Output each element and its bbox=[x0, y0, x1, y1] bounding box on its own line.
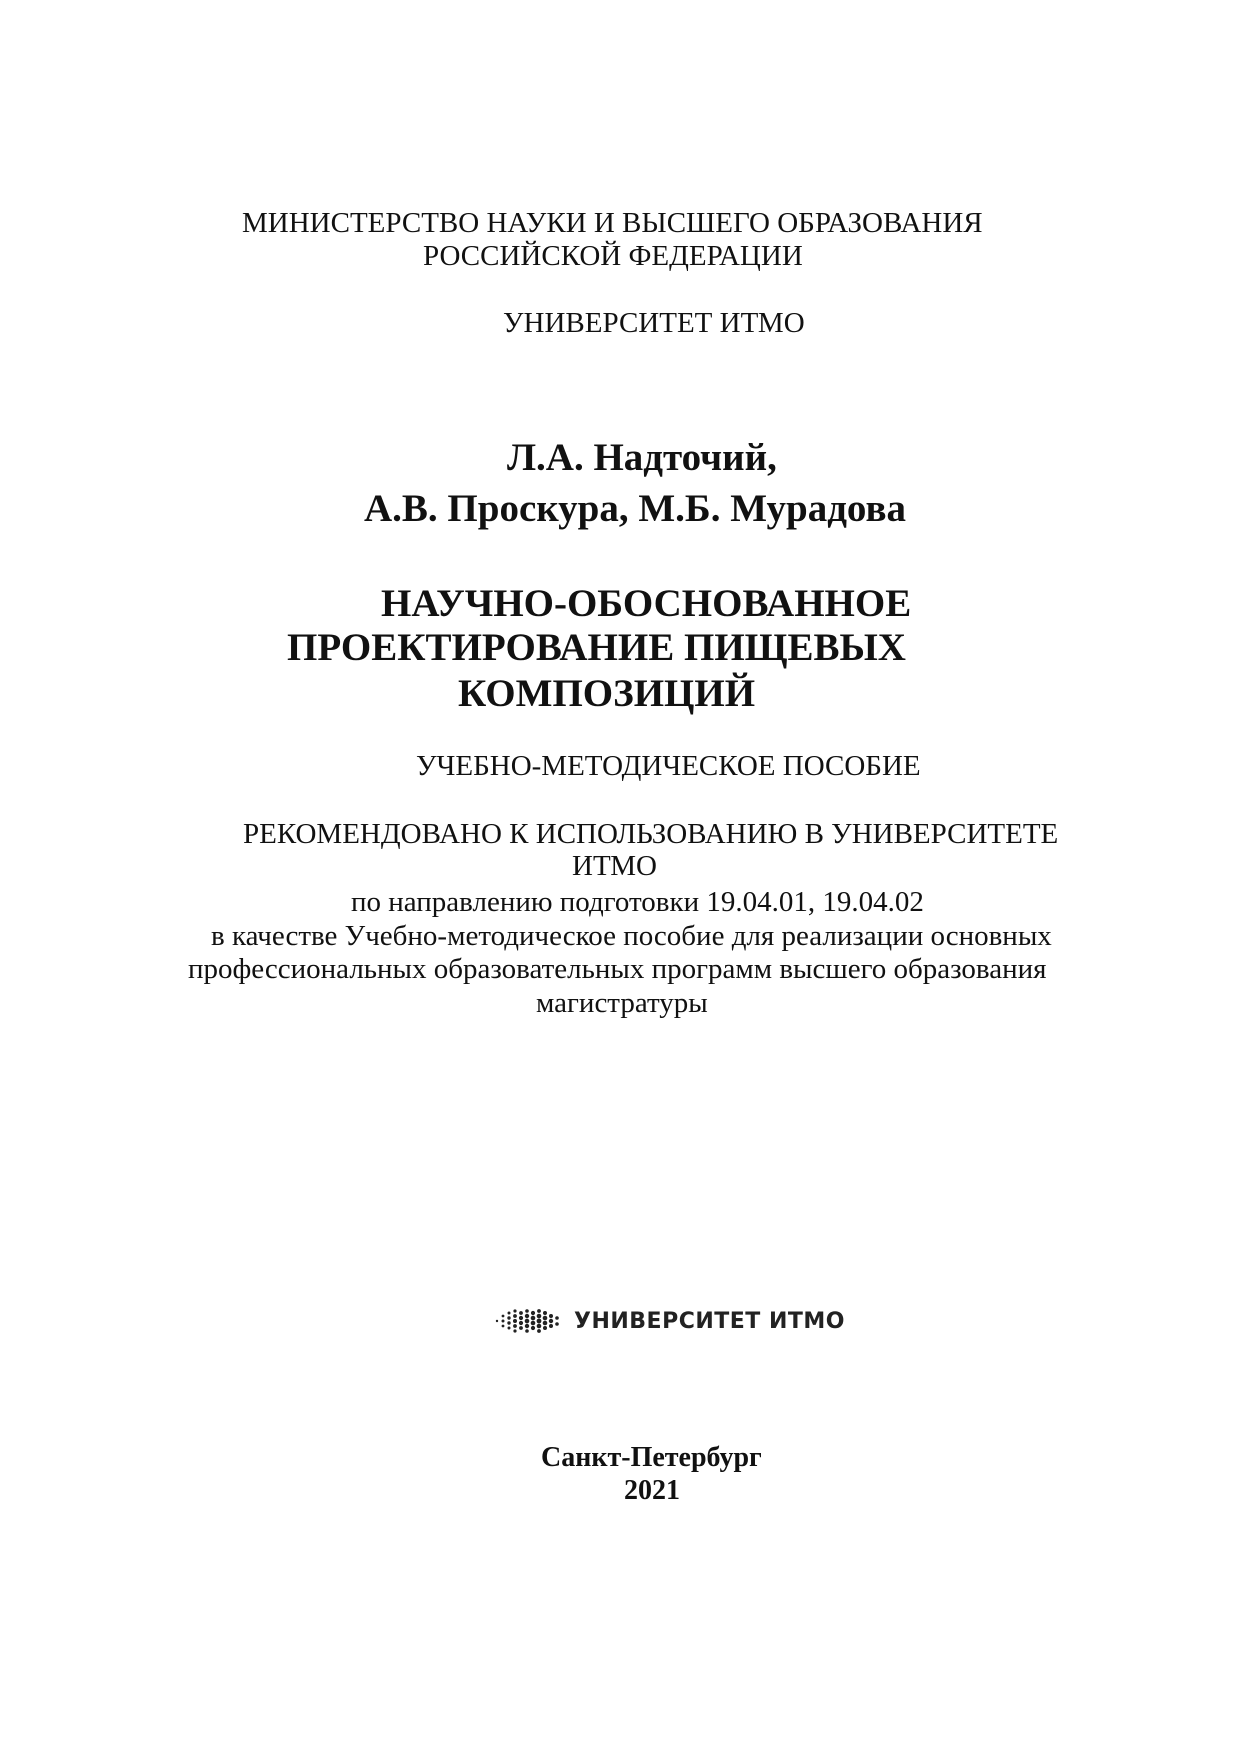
logo-text: УНИВЕРСИТЕТ ИТМО bbox=[574, 1308, 845, 1334]
university-name: УНИВЕРСИТЕТ ИТМО bbox=[503, 307, 805, 339]
doc-type: УЧЕБНО-МЕТОДИЧЕСКОЕ ПОСОБИЕ bbox=[416, 750, 921, 782]
itmo-dots-logo-icon bbox=[494, 1306, 562, 1336]
authors-line-2: А.В. Проскура, М.Б. Мурадова bbox=[364, 487, 907, 530]
ministry-line-1: МИНИСТЕРСТВО НАУКИ И ВЫСШЕГО ОБРАЗОВАНИЯ bbox=[242, 207, 983, 239]
title-line-1: НАУЧНО-ОБОСНОВАННОЕ bbox=[381, 582, 912, 625]
authors-line-1: Л.А. Надточий, bbox=[507, 436, 777, 479]
recommendation-line-6: магистратуры bbox=[536, 987, 708, 1019]
city: Санкт-Петербург bbox=[541, 1442, 762, 1473]
title-line-2: ПРОЕКТИРОВАНИЕ ПИЩЕВЫХ bbox=[287, 626, 906, 669]
recommendation-line-3: по направлению подготовки 19.04.01, 19.04.02 bbox=[351, 886, 924, 918]
ministry-line-2: РОССИЙСКОЙ ФЕДЕРАЦИИ bbox=[423, 240, 803, 272]
itmo-logo bbox=[494, 1306, 845, 1336]
recommendation-line-5: профессиональных образовательных программ высшего образования bbox=[188, 953, 1047, 985]
recommendation-line-4: в качестве Учебно-методическое пособие для реализации основных bbox=[211, 920, 1052, 952]
recommendation-line-2: ИТМО bbox=[572, 850, 658, 882]
title-line-3: КОМПОЗИЦИЙ bbox=[458, 672, 756, 715]
recommendation-line-1: РЕКОМЕНДОВАНО К ИСПОЛЬЗОВАНИЮ В УНИВЕРСИТЕТЕ bbox=[243, 818, 1059, 850]
year: 2021 bbox=[624, 1475, 680, 1506]
